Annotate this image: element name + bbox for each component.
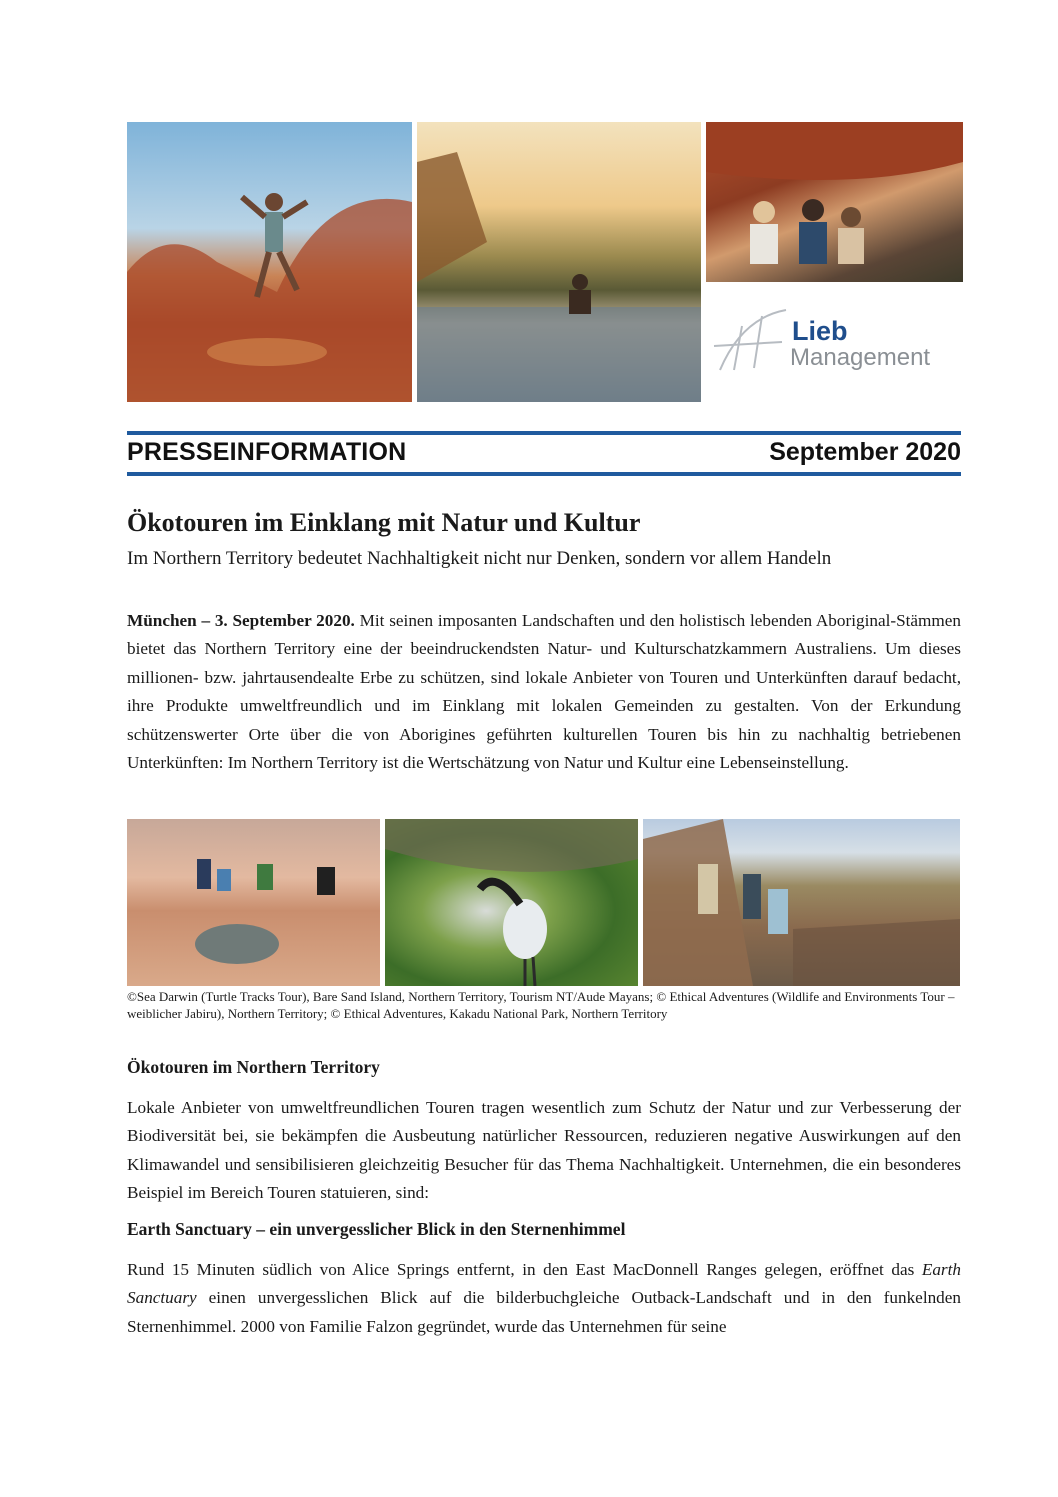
kakadu-hikers-photo xyxy=(643,819,960,986)
rock-shelter-group-photo xyxy=(706,122,963,282)
intro-text: Mit seinen imposanten Landschaften und den holistisch lebenden Aboriginal-Stämmen bietet das Northern Territory eine der beeindruckendsten Natur- und Kulturschatzkammern Australiens. Um dieses millionen- bzw. jahrtausendealte Erbe zu schützen, sind lokale Anbieter von Touren und Unterkünften darauf bedacht, ihre Produkte umweltfreundlich und im Einklang mit lokalen Gemeinden zu gestalten. Von der Erkundung schützenswerter Orte über die von Aborigines geführten kulturellen Touren bis hin zu nachhaltig betriebenen Unterkünften: Im Northern Territory ist die Wertschätzung von Natur und Kultur eine Lebenseinstellung. xyxy=(127,611,961,773)
section-heading-ecotours: Ökotouren im Northern Territory xyxy=(127,1057,380,1077)
logo-text-management: Management xyxy=(790,344,931,371)
earth-text-start: Rund 15 Minuten südlich von Alice Springs entfernt, in den East MacDonnell Ranges gelegen, eröffnet das xyxy=(127,1260,922,1279)
article-subtitle: Im Northern Territory bedeutet Nachhaltigkeit nicht nur Denken, sondern vor allem Handeln xyxy=(127,548,832,569)
photo-caption: ©Sea Darwin (Turtle Tracks Tour), Bare Sand Island, Northern Territory, Tourism NT/Aude Mayans; © Ethical Adventures (Wildlife and Environments Tour – weiblicher Jabiru), Northern Territory; © Ethical Adventures, Kakadu National Park, Northern Territory xyxy=(127,989,955,1021)
lieb-management-logo xyxy=(712,308,962,378)
intro-paragraph xyxy=(127,607,961,777)
section-heading-earth-sanctuary: Earth Sanctuary – ein unvergesslicher Blick in den Sternenhimmel xyxy=(127,1219,626,1239)
article-title: Ökotouren im Einklang mit Natur und Kultur xyxy=(127,508,641,537)
runner-desert-photo xyxy=(127,122,412,402)
press-date: September 2020 xyxy=(769,438,961,466)
earth-sanctuary-name: Earth Sanctuary xyxy=(127,1260,961,1308)
beach-turtle-photo xyxy=(127,819,380,986)
header-rule-bottom xyxy=(127,472,961,476)
ecotours-paragraph: Lokale Anbieter von umweltfreundlichen Touren tragen wesentlich zum Schutz der Natur und zur Verbesserung der Biodiversität bei, sie bekämpfen die Ausbeutung natürlicher Ressourcen, reduzieren negative Auswirkungen auf den Klimawandel und sensibilisieren gleichzeitig Besucher für das Thema Nachhaltigkeit. Unternehmen, die ein besonderes Beispiel im Bereich Touren statuieren, sind: xyxy=(127,1098,961,1203)
dateline: München – 3. September 2020. xyxy=(127,611,355,630)
earth-text-end: einen unvergesslichen Blick auf die bilderbuchgleiche Outback-Landschaft und in den funkelnden Sternenhimmel. 2000 von Familie Falzon gegründet, wurde das Unternehmen für seine xyxy=(127,1288,961,1336)
logo-text-lieb: Lieb xyxy=(792,316,848,346)
jabiru-bird-photo xyxy=(385,819,638,986)
press-label: PRESSEINFORMATION xyxy=(127,438,407,466)
waterhole-sunset-photo xyxy=(417,122,701,402)
header-rule-top xyxy=(127,431,961,435)
earth-sanctuary-paragraph xyxy=(127,1256,961,1341)
